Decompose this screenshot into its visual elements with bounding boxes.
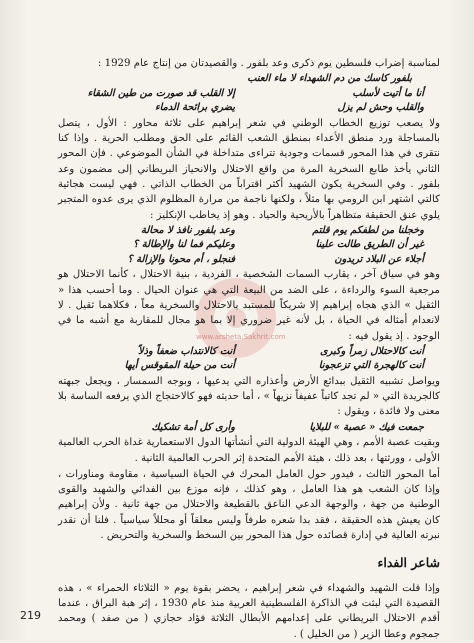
verse-line bbox=[58, 421, 440, 436]
verse-hemistich: إلا القلب قد صورت من طين الشقاء bbox=[87, 87, 235, 99]
verse-hemistich: يضري برائحة الدماء bbox=[155, 102, 235, 114]
paragraph: أما المحور الثالث ، فيدور حول العامل المحرك في الحياة السياسية ، مقاومة ومناورات ، وإذا كان الشعب هو هذا العامل ، وهو كذلك ، فإنه موزع بين الفدائي والشهيد والقوى الوطنية من جهة ، والوجهة الدعي الناعق بالقطيعة والاحتلال من جهة ثانية . ولأن إبراهيم كان يعيش هذه الحقيقة ، فقد بدا شعره طرفاً وليس معلقاً أو محللاً سياسياً . فلنا أن نقدر نبرته العالية في إدارة قصائده حول هذا المحور بين السخط والسخرية والتحريض . bbox=[58, 468, 440, 542]
paragraph: وهو في سياق آخر ، يقارب السمات الشخصية ، الفردية ، بنية الاحتلال ، كأنما الاحتلال هو مرجعية السوء والرداءة ، على الضد من البيعة التي هي عنوان الحيال . وما أحسب هذا « الثقيل » الذي هجاه إبراهيم إلا شريكاً للمستبد بالاحتلال والسخرية معاً ، فكلاهما ثقيل . لا لانعدام أمثاله في الحياة ، بل لأنه غير ضروري إلا بما هو مجال للمقاربة مع أشبه ما في الوجود . إذ يقول فيه : bbox=[58, 269, 440, 342]
verse-hemistich: والقلب وحش لم يزل bbox=[337, 102, 424, 114]
page-number: 219 bbox=[20, 609, 41, 622]
watermark-text: www.arsheta.Sakhrit.com bbox=[196, 333, 286, 341]
verse-hemistich: جمعت فيك « عصبة » للبلايا bbox=[309, 421, 424, 433]
verse-line bbox=[58, 253, 440, 268]
verse-hemistich: وعليكم فما لنا والإطالة ؟ bbox=[133, 239, 235, 251]
verse-hemistich: أنت كالانتداب ضعفاً وذلاً bbox=[138, 345, 235, 357]
verse-line bbox=[58, 87, 440, 102]
verse-line bbox=[58, 345, 440, 360]
verse-hemistich: أنا ما أتيت لأسلب bbox=[352, 87, 424, 99]
section-heading: شاعر الفداء bbox=[377, 555, 440, 571]
paragraph: وإذا قلت الشهيد والشهداء في شعر إبراهيم ، يحضر بقوة يوم « الثلاثاء الحمراء » ، هذه القصيدة التي لبثت في الذاكرة الفلسطينية العربية منذ عام 1930 ، إثر هبة البراق ، عندما أقدم الاحتلال البريطاني على إعدامهم الأبطال الثلاثة فؤاد حجازي ( من صفد ) ومحمد جمجوم وعطا الزير ( من الخليل ) . bbox=[58, 582, 440, 640]
verse-line bbox=[58, 238, 440, 253]
verse-hemistich: وأرى كل أمة تشكيك bbox=[151, 421, 235, 433]
paragraph: لمناسبة إضراب فلسطين يوم ذكرى وعد بلفور . والقصيدتان من إنتاج عام 1929 : bbox=[97, 58, 440, 69]
verse-hemistich: أنت كالاحتلال زمراً وكبرى bbox=[319, 345, 424, 357]
verse-hemistich: وخجلنا من لطفكم يوم قلتم bbox=[312, 224, 424, 236]
verse-line bbox=[58, 359, 440, 374]
paragraph: ويواصل تشبيه الثقيل ببدائع الأرض وأعذاره التي يدعيها ، وبوجه السمسار ، ويجعل جبهته كالجريدة التي « لم تجد كاتباً عفيفاً نزيهاً » ، أما حديثه فهو كالاحتجاج الذي يرفعه الساسة بلا معنى ولا فائدة ، ويقول : bbox=[58, 375, 440, 418]
verse-hemistich: أنت كالهجرة التي تزعجونا bbox=[318, 360, 424, 372]
paragraph: ولا يصعب توزيع الخطاب الوطني في شعر إبراهيم على ثلاثة محاور : الأول ، يتصل بالمساجلة ورد منطق الأعداء بمنطق الشعب القائم على الحق ومطلب الحرية . وإذا كنا نتقرى في هذا المحور قسمات وجودية تتراءى متداخلة في الشأن الموضوعي . فإن المحور الثاني يأخذ طابع السخرية المرة من واقع الاحتلال والانحياز البريطاني إلى مضمون وعد بلفور . وفي السخرية يكون الشهيد أكثر اقتراباً من الخطاب الذاتي . فهي ليست هجائية كالتي اشتهر ابن الرومي بها مثلاً ، ولكنها ناجمة من مرارة المظلوم الذي يرى عدوه المتجبر يلوي عنق الحقيقة متظاهراً بالأريحية والحياد . وهو إذ يخاطب الإنكليز : bbox=[58, 117, 440, 221]
verse-hemistich: فنجلو ، أم محونا والإزالة ؟ bbox=[127, 253, 235, 265]
verse-hemistich: وعد بلفور نافذ لا محالة bbox=[141, 224, 235, 236]
verse-line bbox=[58, 224, 440, 239]
verse-hemistich: غير أن الطريق طالت علينا bbox=[315, 239, 424, 251]
verse-line bbox=[58, 101, 440, 116]
verse-hemistich: أنت من حيلة المقوقس أيها bbox=[124, 360, 235, 372]
verse-line: بلفور كاسك من دم الشهداء لا ماء العنب bbox=[247, 73, 412, 85]
verse-hemistich: أجلاء عن البلاد تريدون bbox=[334, 253, 424, 265]
paragraph: وبقيت عصبة الأمم ، وهي الهيئة الدولية التي أنشأتها الدول الاستعمارية غداة الحرب العالمية الأولى ، وورثتها ، بعد ذلك ، هيئة الأمم المتحدة إثر الحرب العالمية الثانية . bbox=[58, 437, 440, 464]
page-body bbox=[58, 56, 440, 643]
